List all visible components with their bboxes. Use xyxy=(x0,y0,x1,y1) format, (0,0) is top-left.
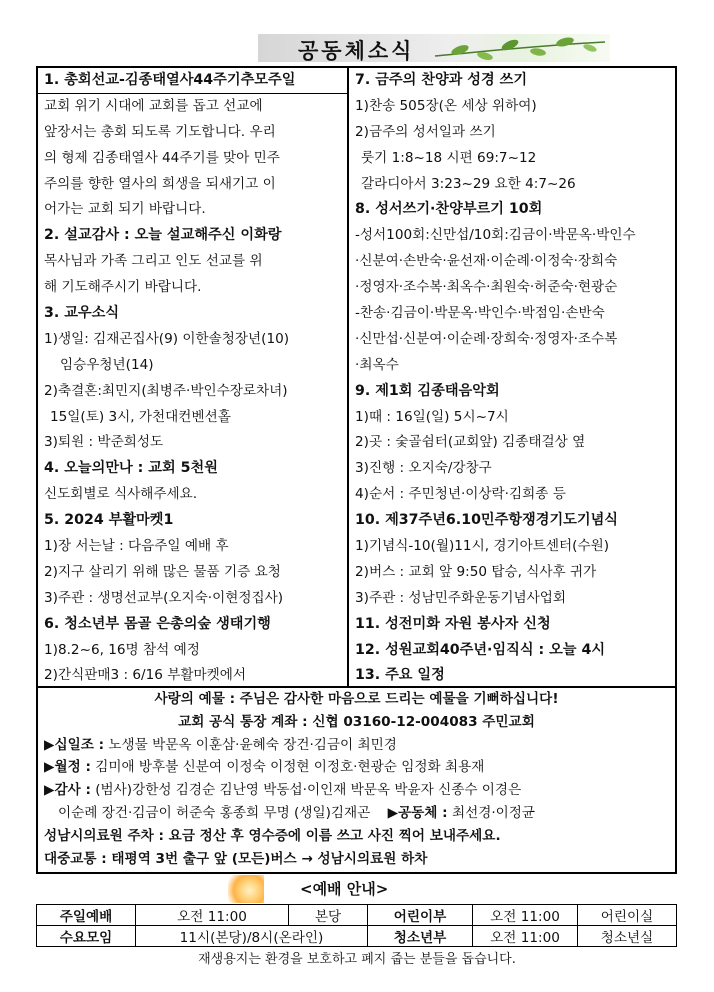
news-line: 1)장 서는날 : 다음주일 예배 후 xyxy=(44,538,229,555)
offering-box xyxy=(36,688,677,874)
news-line: 주의를 향한 열사의 희생을 되새기고 이 xyxy=(44,175,276,192)
news-line: 의 형제 김종태열사 44주기를 맞아 민주 xyxy=(44,149,280,166)
thanks-names: (범사)강한성 김경순 김난영 박동섭·이인재 박문옥 박윤자 신종수 이경은 xyxy=(90,782,522,799)
news-line: 해 기도해주시기 바랍니다. xyxy=(44,279,202,296)
table-cell: 어린이부 xyxy=(368,905,473,926)
table-row xyxy=(37,905,677,926)
table-cell: 수요모임 xyxy=(37,926,136,947)
section-heading: 11. 성전미화 자원 봉사자 신청 xyxy=(355,615,551,632)
tithe-label: ▶십일조 : xyxy=(44,736,105,753)
table-cell: 본당 xyxy=(289,905,368,926)
news-line: ·신분여·손반숙·윤선재·이순례·이정숙·장희숙 xyxy=(355,253,618,270)
table-cell: 주일예배 xyxy=(37,905,136,926)
news-line: 1)때 : 16일(일) 5시~7시 xyxy=(355,408,509,425)
news-line: 1)찬송 505장(온 세상 위하여) xyxy=(355,97,537,114)
table-row xyxy=(37,926,677,947)
news-column-right xyxy=(349,68,675,686)
table-cell: 오전 11:00 xyxy=(136,905,289,926)
thanks-line xyxy=(44,779,669,802)
news-line: 1)8.2~6, 16명 참석 예정 xyxy=(44,641,200,658)
news-line: 2)곳 : 숯골쉼터(교회앞) 김종태걸상 옆 xyxy=(355,434,586,451)
news-line: 2)금주의 성서일과 쓰기 xyxy=(355,123,496,140)
community-names: 최선경·이정균 xyxy=(447,804,536,821)
table-cell: 청소년부 xyxy=(368,926,473,947)
footer-note: 재생용지는 환경을 보호하고 폐지 줍는 분들을 돕습니다. xyxy=(198,952,516,967)
tithe-line xyxy=(44,734,669,757)
offering-heading: 사랑의 예물 : 주님은 감사한 마음으로 드리는 예물을 기뻐하십니다! xyxy=(154,691,559,707)
table-cell: 오전 11:00 xyxy=(473,905,578,926)
section-heading: 9. 제1회 김종태음악회 xyxy=(355,382,500,399)
table-cell: 청소년실 xyxy=(578,926,677,947)
news-line: 1)기념식-10(월)11시, 경기아트센터(수원) xyxy=(355,538,610,555)
news-line: 2)버스 : 교회 앞 9:50 탑승, 식사후 귀가 xyxy=(355,563,597,580)
service-header xyxy=(228,875,486,903)
section-heading: 8. 성서쓰기·찬양부르기 10회 xyxy=(355,201,543,218)
thanks-line-2 xyxy=(44,802,669,825)
section-heading: 10. 제37주년6.10민주항쟁경기도기념식 xyxy=(355,512,618,529)
table-cell: 11시(본당)/8시(온라인) xyxy=(136,926,368,947)
news-line: 어가는 교회 되기 바랍니다. xyxy=(44,201,206,218)
community-label: ▶공동체 : xyxy=(387,804,448,821)
news-line: 룻기 1:8~18 시편 69:7~12 xyxy=(361,149,537,166)
news-line: ·신만섭·신분여·이순례·장희숙·정영자·조수복 xyxy=(355,330,618,347)
news-line: 3)진행 : 오지숙/강창구 xyxy=(355,460,492,477)
news-line: 교회 위기 시대에 교회를 돕고 선교에 xyxy=(44,97,263,114)
section-heading: 3. 교우소식 xyxy=(44,305,120,322)
news-line: 갈라디아서 3:23~29 요한 4:7~26 xyxy=(361,175,576,192)
news-line: 4)순서 : 주민청년·이상락·김희종 등 xyxy=(355,486,566,503)
news-line: 1)생일: 김재곤집사(9) 이한솔청장년(10) xyxy=(44,330,290,347)
parking-notice: 성남시의료원 주차 : 요금 정산 후 영수증에 이름 쓰고 사진 찍어 보내주세요. xyxy=(44,827,501,844)
table-cell: 오전 11:00 xyxy=(473,926,578,947)
section-heading: 4. 오늘의만나 : 교회 5천원 xyxy=(44,460,218,477)
table-cell: 어린이실 xyxy=(578,905,677,926)
section-heading: 13. 주요 일정 xyxy=(355,667,445,684)
transit-notice: 대중교통 : 태평역 3번 출구 앞 (모든)버스 → 성남시의료원 하차 xyxy=(44,850,428,867)
news-line: 2)축결혼:최민지(최병주·박인수장로차녀) xyxy=(44,382,288,399)
news-line: 신도회별로 식사해주세요. xyxy=(44,486,198,503)
news-line: 3)주관 : 생명선교부(오지숙·이현정집사) xyxy=(44,589,284,606)
section-heading: 1. 총회선교-김종태열사44주기추모주일 xyxy=(38,68,347,94)
service-table xyxy=(36,904,677,947)
news-line: 앞장서는 총회 되도록 기도합니다. 우리 xyxy=(44,123,276,140)
monthly-label: ▶월정 : xyxy=(44,759,91,776)
news-line: 임승우청년(14) xyxy=(60,356,154,373)
section-heading: 5. 2024 부활마켓1 xyxy=(44,512,174,529)
news-line: 3)주관 : 성남민주화운동기념사업회 xyxy=(355,589,567,606)
thanks-names-2: 이순례 장건·김금이 허준숙 홍종희 무명 (생일)김재곤 xyxy=(58,804,371,821)
news-line: -성서100회:신만섭/10회:김금이·박문옥·박인수 xyxy=(355,227,636,244)
news-line: -찬송·김금이·박문옥·박인수·박점임·손반숙 xyxy=(355,305,605,322)
news-line: 3)퇴원 : 박준희성도 xyxy=(44,434,164,451)
bank-account: 교회 공식 통장 계좌 : 신협 03160-12-004083 주민교회 xyxy=(178,713,535,730)
section-heading: 6. 청소년부 몸골 은총의숲 생태기행 xyxy=(44,615,271,632)
news-line: ·최옥수 xyxy=(355,356,399,373)
leaf-vine-icon xyxy=(430,34,610,62)
banner-title: 공동체소식 xyxy=(298,39,415,63)
monthly-names: 김미애 방후불 신분여 이정숙 이정현 이정호·현광순 임정화 최용재 xyxy=(90,759,485,776)
news-line: 2)지구 살리기 위해 많은 물품 기증 요청 xyxy=(44,563,281,580)
news-column-left xyxy=(38,68,349,686)
sun-icon xyxy=(228,875,264,903)
news-line: 목사님과 가족 그리고 인도 선교를 위 xyxy=(44,253,263,270)
news-line: 15일(토) 3시, 가천대컨벤션홀 xyxy=(50,408,231,425)
section-heading: 12. 성원교회40주년·임직식 : 오늘 4시 xyxy=(355,641,606,658)
service-title: <예배 안내> xyxy=(300,880,389,898)
tithe-names: 노생물 박문옥 이훈삼·윤혜숙 장건·김금이 최민경 xyxy=(104,736,397,753)
news-line: ·정영자·조수복·최옥수·최원숙·허준숙·현광순 xyxy=(355,279,618,296)
newsletter-banner xyxy=(258,34,610,62)
thanks-label: ▶감사 : xyxy=(44,782,91,799)
news-panel xyxy=(36,66,677,688)
monthly-line xyxy=(44,756,669,779)
section-heading: 7. 금주의 찬양과 성경 쓰기 xyxy=(355,72,528,88)
section-heading: 2. 설교감사 : 오늘 설교해주신 이화랑 xyxy=(44,227,282,244)
news-line: 2)간식판매3 : 6/16 부활마켓에서 xyxy=(44,667,246,684)
